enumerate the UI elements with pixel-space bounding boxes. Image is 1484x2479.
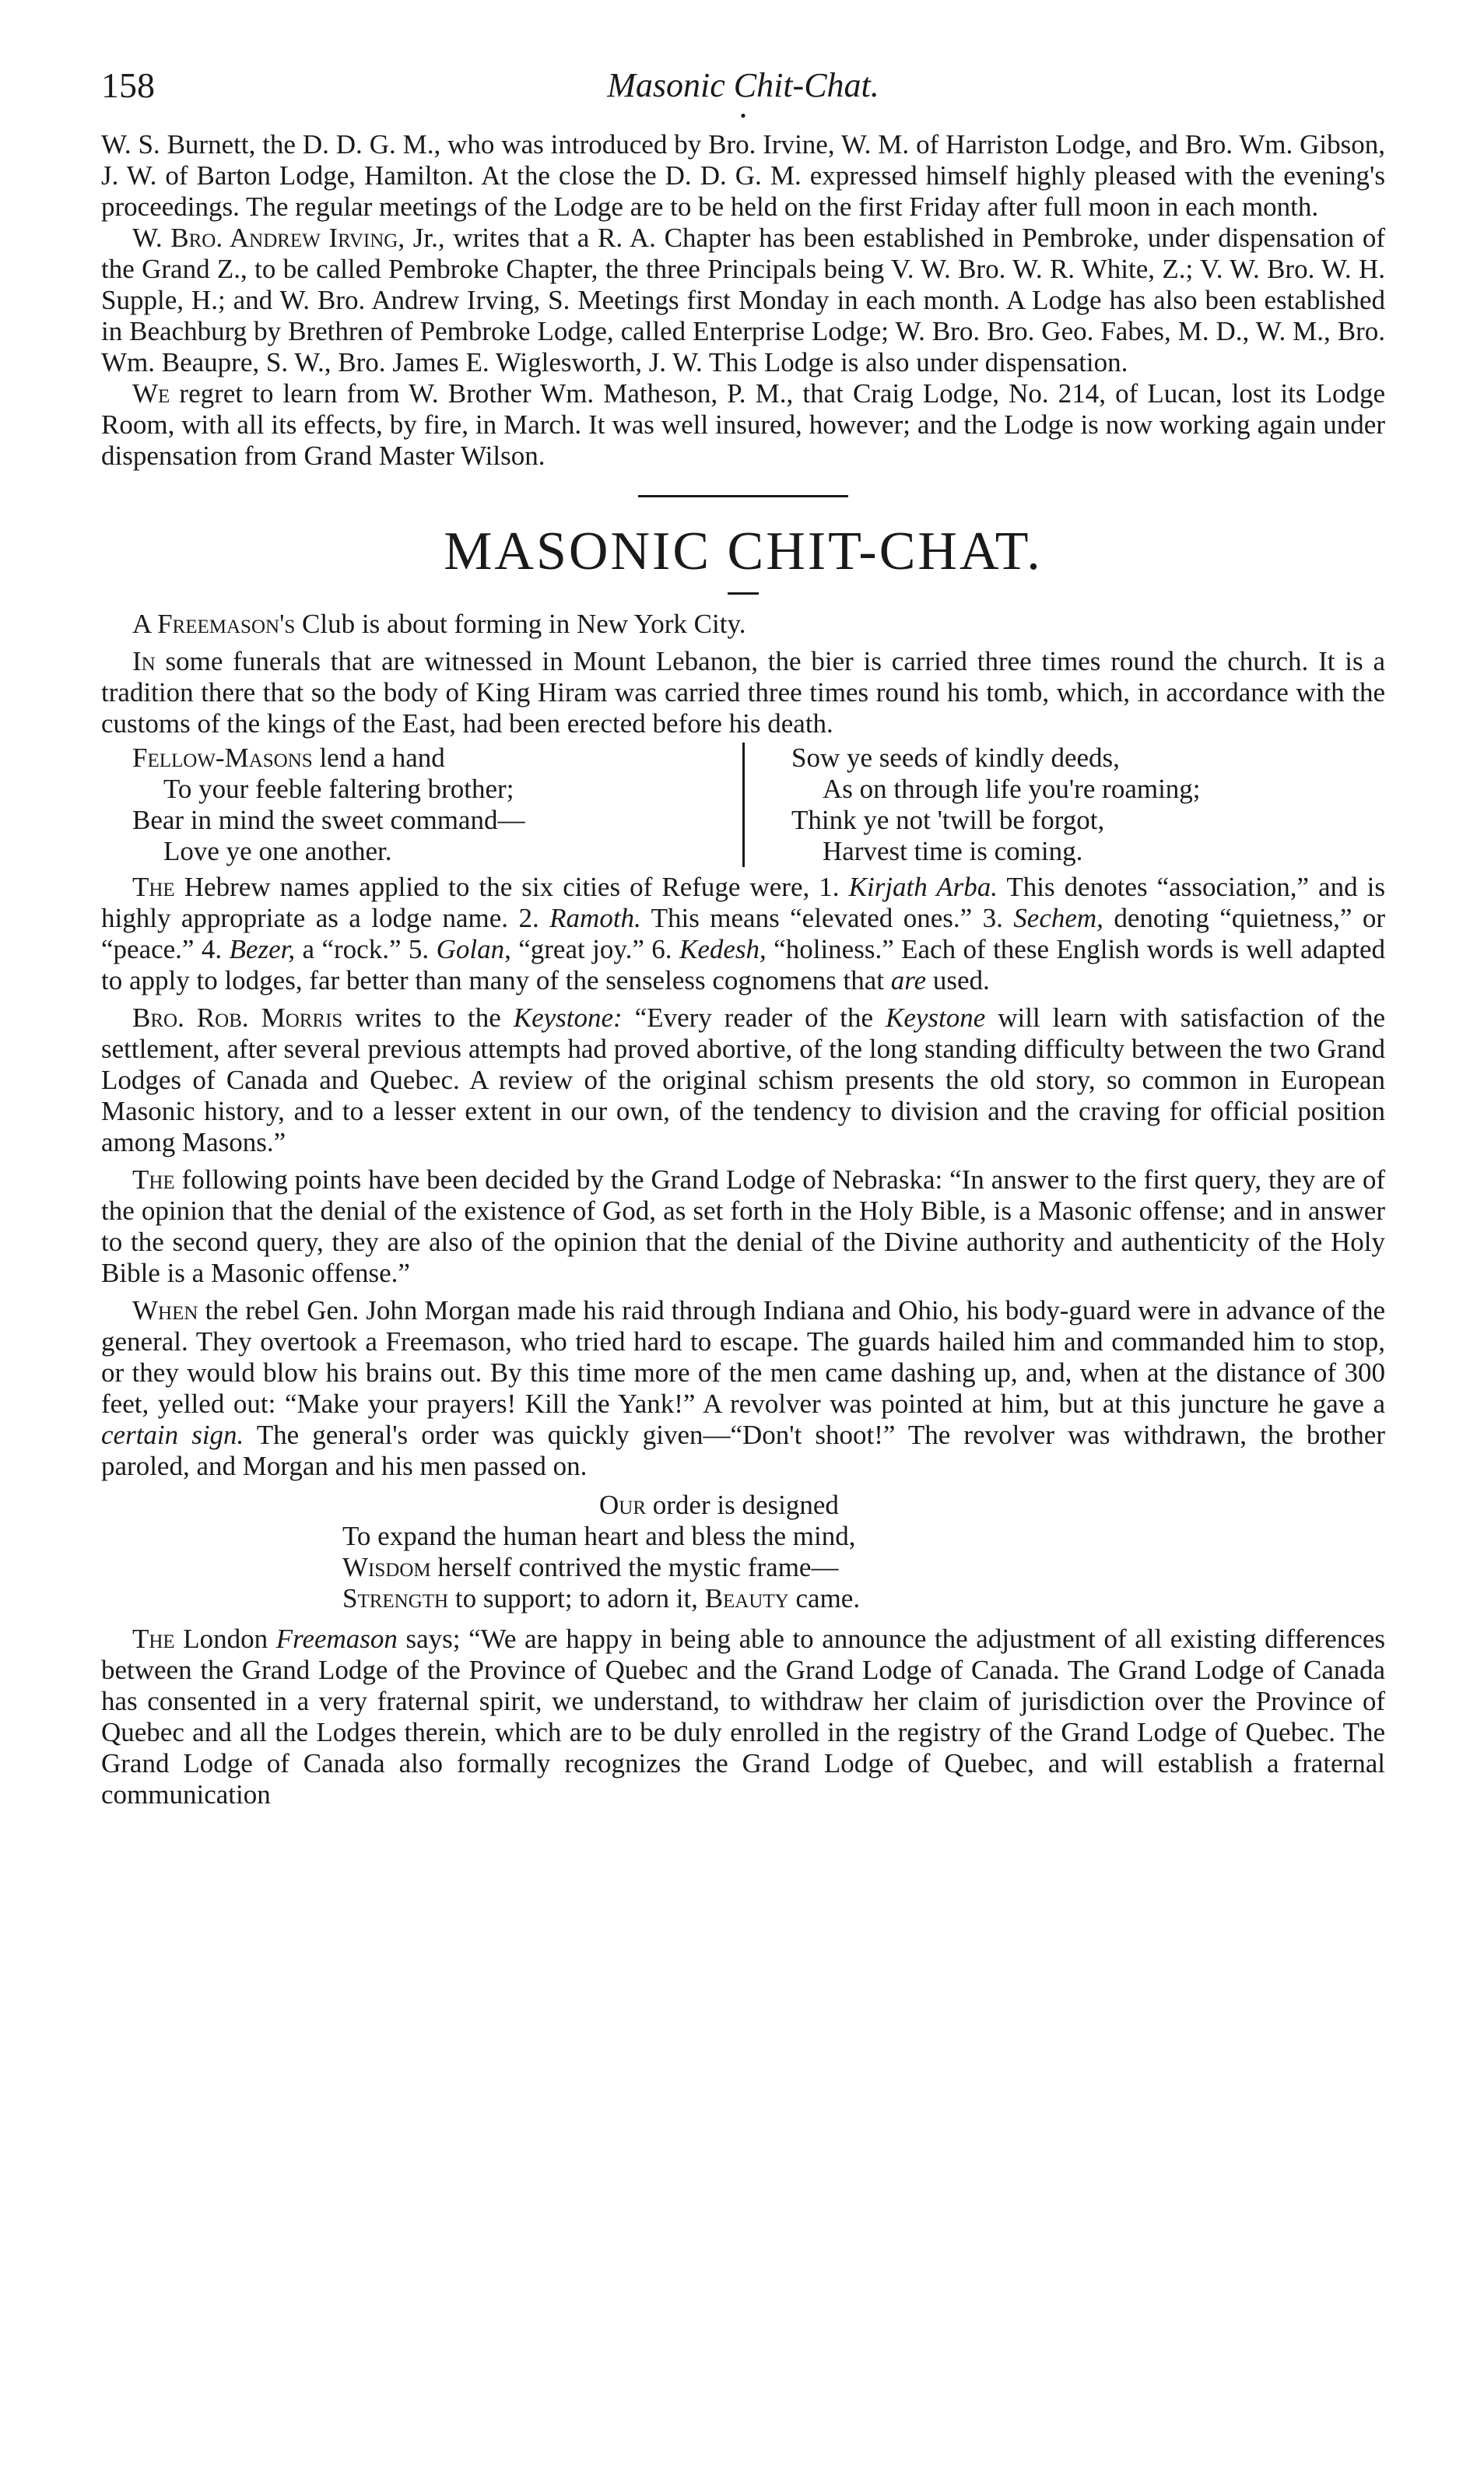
verse-line: [132, 743, 727, 774]
paragraph-body: Jr., writes that a R. A. Chapter has been established in Pembroke, under dispensation of the Grand Z., to be called Pembroke Chapter, the three Principals being V. W. Bro. W. R. White, Z.; V. W. Bro. W. H. Supple, H.; and W. Bro. Andrew Irving, S. Meetings first Monday in each month. A Lodge has also been established in Beachburg by Brethren of Pembroke Lodge, called Enterprise Lodge; W. Bro. Bro. Geo. Fabes, M. D., W. M., Bro. Wm. Beaupre, S. W., Bro. James E. Wiglesworth, J. W. This Lodge is also under dispensation.: [101, 223, 1385, 377]
paragraph-text: says; “We are happy in being able to announce the adjustment of all existing differences between the Grand Lodge of the Province of Quebec and the Grand Lodge of Canada. The Grand Lodge of Canada has consented in a very fraternal spirit, we understand, to withdraw her claim of jurisdiction over the Province of Quebec and all the Lodges therein, which are to be duly enrolled in the registry of the Grand Lodge of Quebec. The Grand Lodge of Canada also formally recognizes the Grand Lodge of Quebec, and will establish a fraternal communication: [101, 1624, 1385, 1810]
paragraph-text: writes to the: [342, 1002, 514, 1033]
paragraph-body: regret to learn from W. Brother Wm. Matheson, P. M., that Craig Lodge, No. 214, of Lucan, lost its Lodge Room, with all its effects, by fire, in March. It was well insured, however; and the Lodge is now working again under dispensation from Grand Master Wilson.: [101, 378, 1385, 471]
poem-emphasis: Beauty: [704, 1583, 789, 1613]
paragraph-lead: W. Bro. Andrew Irving,: [132, 223, 405, 253]
paragraph-body: Club is about forming in New York City.: [295, 609, 746, 639]
spacer: [101, 1289, 1385, 1295]
italic-term: Keystone:: [513, 1002, 623, 1033]
poem-lead: Wisdom: [342, 1552, 431, 1582]
paragraph-text: will learn with satisfaction of the settlement, after several previous attempts had proved abortive, of the long standing difficulty between the two Grand Lodges of Canada and Quebec. A review of the original schism presents the old story, so common in European Masonic history, and to a lesser extent in our own, of the tendency to division and the craving for official position among Masons.”: [101, 1002, 1385, 1157]
spacer: [101, 640, 1385, 646]
italic-term: Golan,: [436, 934, 511, 964]
paragraph-text: “great joy.” 6.: [510, 934, 679, 964]
poem-line: [342, 1583, 1385, 1614]
verse-line: Bear in mind the sweet command—: [132, 805, 525, 835]
paragraph-text: “Every reader of the: [622, 1002, 886, 1033]
paragraph-text: This means “elevated ones.” 3.: [640, 903, 1014, 933]
paragraph-text: The general's order was quickly given—“Don't shoot!” The revolver was withdrawn, the brother paroled, and Morgan and his men passed on.: [101, 1420, 1385, 1481]
italic-term: Sechem,: [1013, 903, 1103, 933]
paragraph-club: [101, 609, 1385, 640]
paragraph-text: denoting “quietness,” or “peace.” 4.: [101, 903, 1385, 964]
running-title: Masonic Chit-Chat.: [607, 66, 879, 104]
italic-term: Kirjath Arba.: [848, 872, 998, 902]
italic-term: certain sign.: [101, 1420, 244, 1450]
paragraph-text: London: [174, 1624, 276, 1654]
running-head: [101, 65, 1385, 125]
paragraph-lead: The: [132, 1624, 175, 1654]
poem-line: [342, 1552, 1385, 1583]
paragraph-lead: The: [132, 872, 175, 902]
paragraph-lead: The: [132, 1164, 175, 1195]
verse-left-column: [101, 743, 742, 867]
poem-line: To expand the human heart and bless the mind,: [342, 1521, 856, 1551]
paragraph-text: “holiness.” Each of these English words is well adapted to apply to lodges, far better than many of the senseless cognomens that: [101, 934, 1385, 995]
paragraph-lead: When: [132, 1295, 198, 1326]
paragraph-nebraska: [101, 1164, 1385, 1289]
verse-lead: Fellow-Masons: [132, 743, 313, 773]
paragraph-burnett: W. S. Burnett, the D. D. G. M., who was introduced by Bro. Irvine, W. M. of Harriston Lodge, and Bro. Wm. Gibson, J. W. of Barton Lodge, Hamilton. At the close the D. D. G. M. expressed himself highly pleased with the evening's proceedings. The regular meetings of the Lodge are to be held on the first Friday after full moon in each month.: [101, 129, 1385, 222]
paragraph-funerals: [101, 646, 1385, 739]
paragraph-rob-morris: [101, 1002, 1385, 1158]
paragraph-body: some funerals that are witnessed in Mount Lebanon, the bier is carried three times round the church. It is a tradition there that so the body of King Hiram was carried three times round his tomb, which, in accordance with the customs of the kings of the East, had been erected before his death.: [101, 646, 1385, 739]
paragraph-lead: In: [132, 646, 156, 676]
title-underline: [728, 592, 759, 595]
spacer: [101, 996, 1385, 1002]
section-title: MASONIC CHIT-CHAT.: [444, 521, 1043, 581]
verse-text: lend a hand: [312, 743, 445, 773]
verse-line: Harvest time is coming.: [823, 836, 1083, 866]
paragraph-morgan: [101, 1295, 1385, 1482]
poem-text: to support; to adorn it,: [448, 1583, 705, 1613]
paragraph-lead: We: [132, 378, 170, 409]
italic-term: Keystone: [885, 1002, 986, 1033]
paragraph-london-freemason: [101, 1624, 1385, 1810]
italic-term: are: [890, 965, 927, 995]
paragraph-lead: A Freemason's: [132, 609, 296, 639]
poem-text: herself contrived the mystic frame—: [430, 1552, 839, 1582]
paragraph-irving: [101, 223, 1385, 378]
poem-lead: Our: [599, 1490, 647, 1520]
document-page: [101, 65, 1385, 1810]
paragraph-text: This denotes “association,” and is highly appropriate as a lodge name. 2.: [101, 872, 1385, 933]
paragraph-body: following points have been decided by the Grand Lodge of Nebraska: “In answer to the first query, they are of the opinion that the denial of the existence of God, as set forth in the Holy Bible, is a Masonic offense; and in answer to the second query, they are also of the opinion that the denial of the Divine authority and authenticity of the Holy Bible is a Masonic offense.”: [101, 1164, 1385, 1288]
verse-line: To your feeble faltering brother;: [163, 774, 514, 804]
ornament-dot: •: [740, 106, 746, 125]
paragraph-craig-lodge: [101, 378, 1385, 472]
page-number: 158: [101, 65, 155, 105]
paragraph-text: the rebel Gen. John Morgan made his raid through Indiana and Ohio, his body-guard were in advance of the general. They overtook a Freemason, who tried hard to escape. The guards hailed him and commanded him to stop, or they would blow his brains out. By this time more of the men came dashing up, and, when at the distance of 300 feet, yelled out: “Make your prayers! Kill the Yank!” A revolver was pointed at him, but at this juncture he gave a: [101, 1295, 1385, 1419]
verse-line: Love ye one another.: [163, 836, 392, 866]
italic-term: Kedesh,: [679, 934, 767, 964]
verse-line: Think ye not 'twill be forgot,: [791, 805, 1105, 835]
paragraph-text: Hebrew names applied to the six cities of Refuge were, 1.: [174, 872, 849, 902]
paragraph-cities-of-refuge: [101, 872, 1385, 996]
poem-text: order is designed: [646, 1490, 839, 1520]
verse-block: [101, 743, 1385, 867]
poem-text: came.: [788, 1583, 861, 1613]
verse-line: As on through life you're roaming;: [823, 774, 1201, 804]
italic-term: Freemason: [275, 1624, 398, 1654]
paragraph-text: used.: [926, 965, 990, 995]
poem-block: [342, 1490, 1385, 1614]
poem-line: [342, 1490, 1385, 1521]
section-divider: [638, 495, 848, 497]
italic-term: Bezer,: [229, 934, 296, 964]
poem-lead: Strength: [342, 1583, 449, 1613]
paragraph-lead: Bro. Rob. Morris: [132, 1002, 343, 1033]
italic-term: Ramoth.: [549, 903, 641, 933]
paragraph-text: a “rock.” 5.: [295, 934, 437, 964]
spacer: [101, 1158, 1385, 1164]
verse-line: Sow ye seeds of kindly deeds,: [791, 743, 1120, 773]
verse-right-column: [742, 743, 1384, 867]
